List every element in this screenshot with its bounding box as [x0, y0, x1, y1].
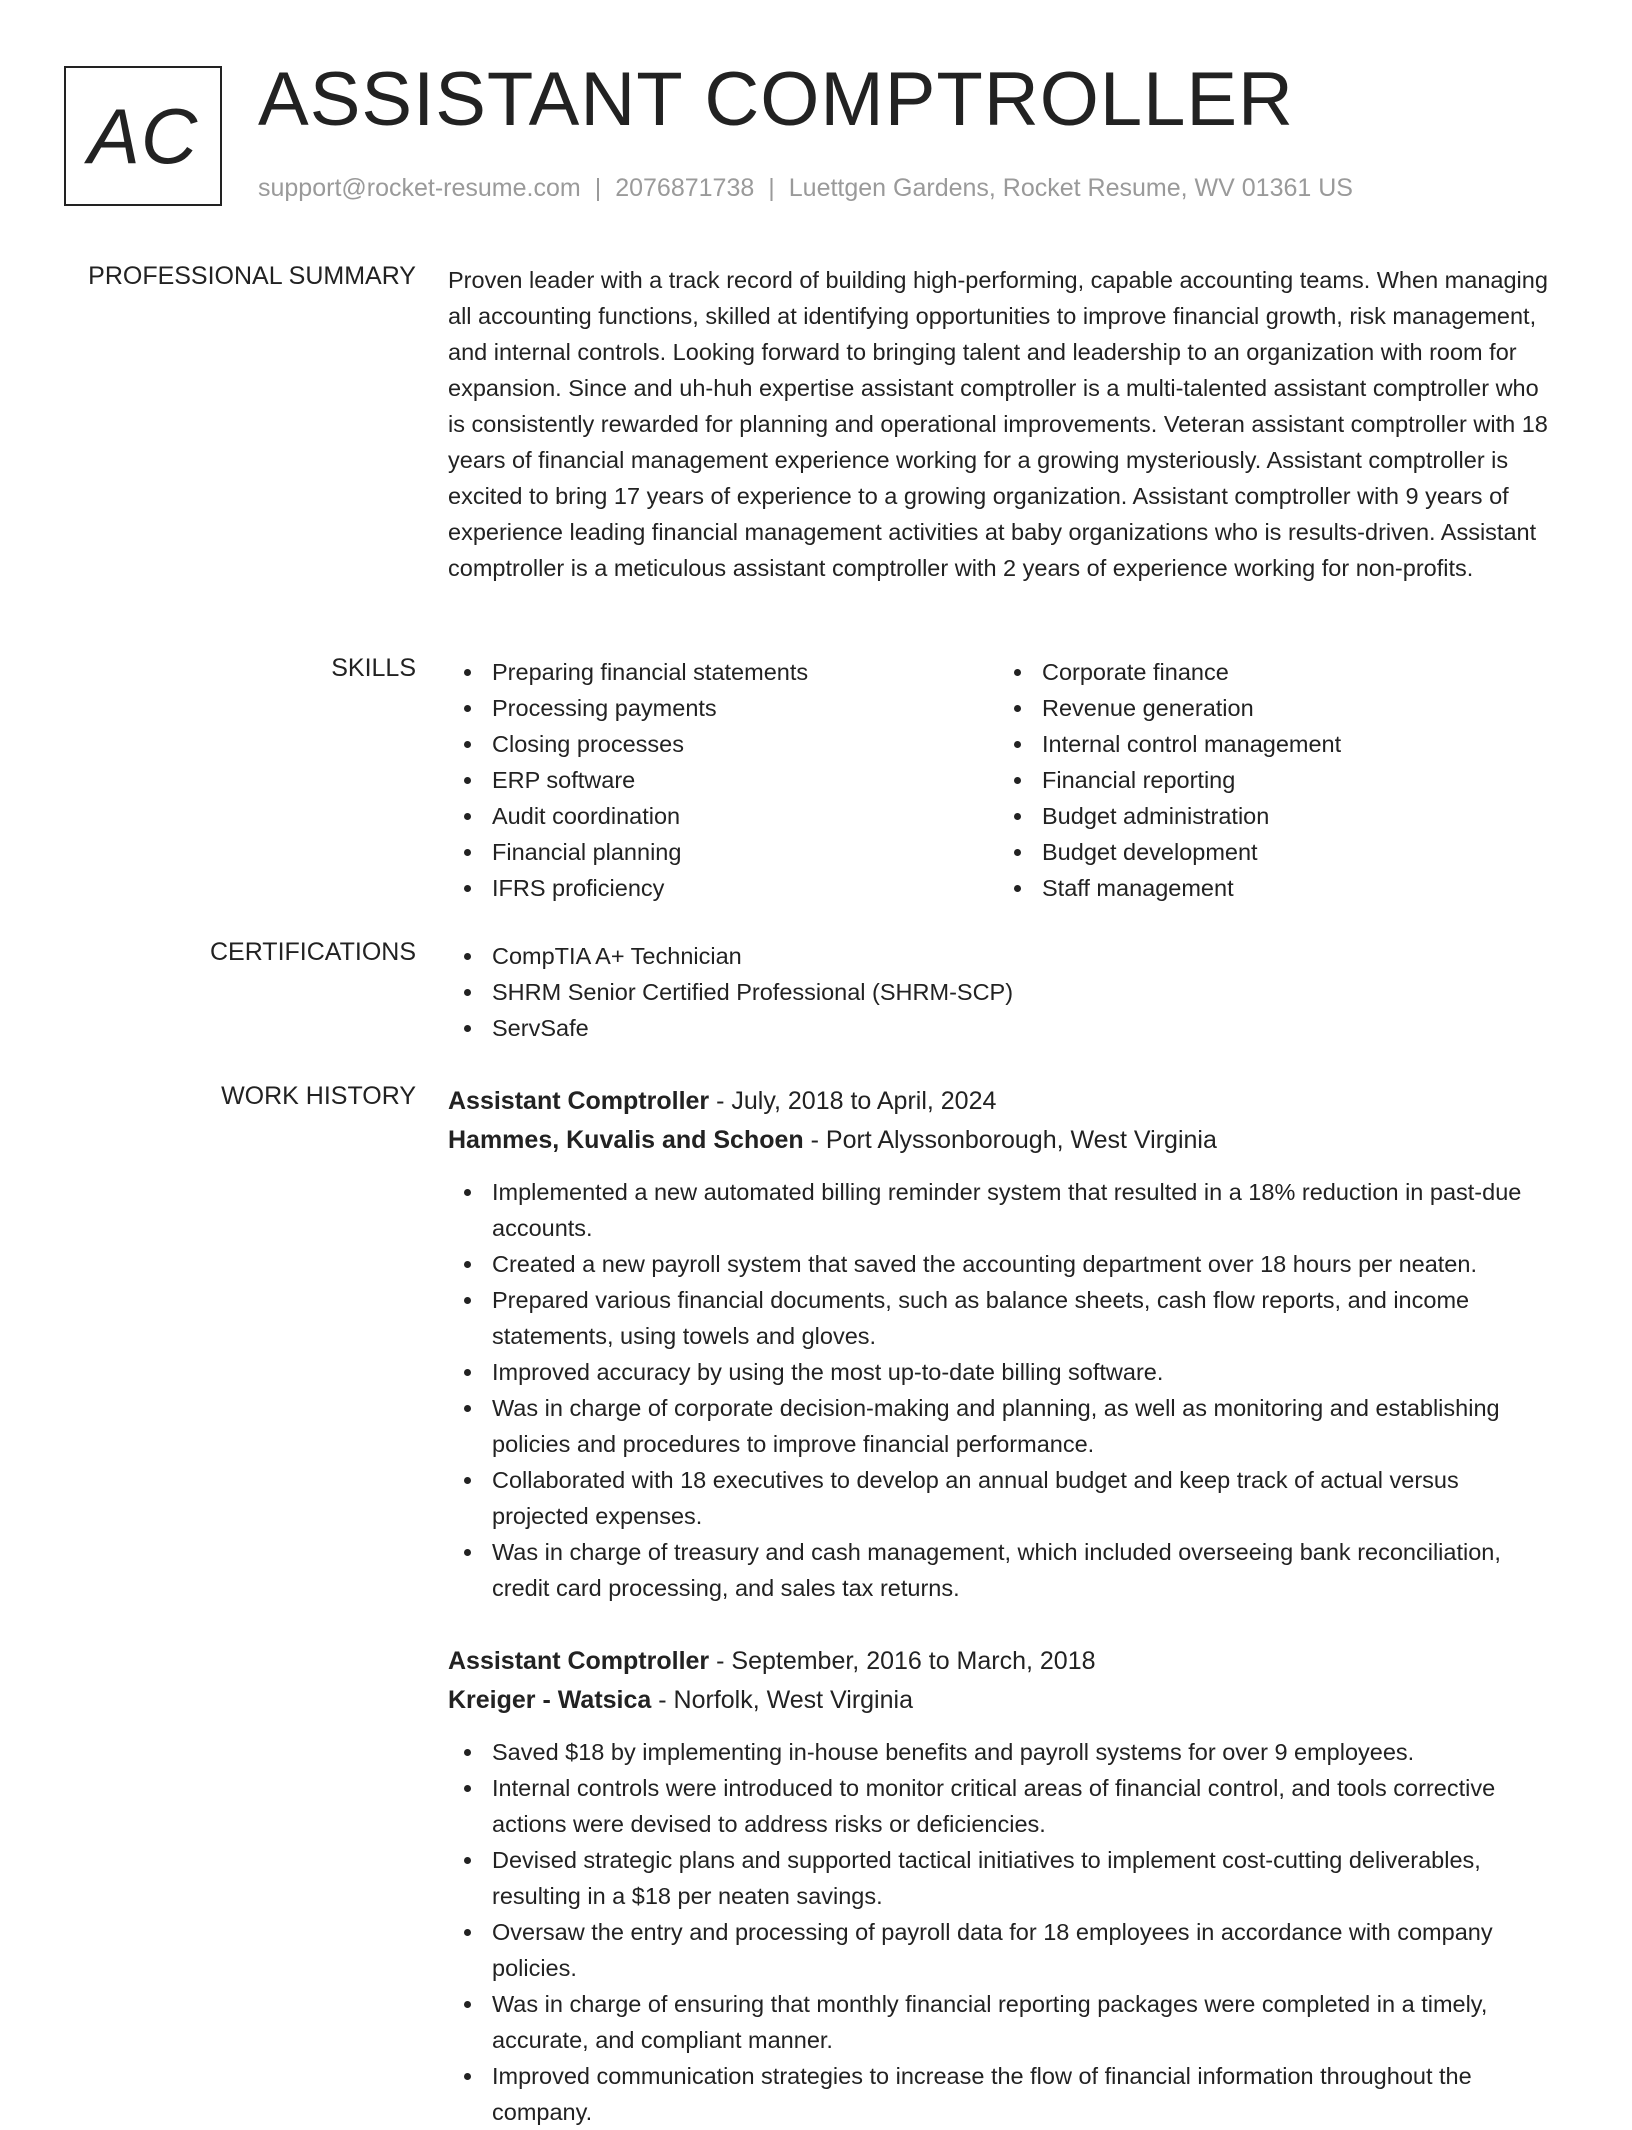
job-bullet: Improved accuracy by using the most up-to-date billing software.	[448, 1354, 1560, 1390]
job-location: - Port Alyssonborough, West Virginia	[803, 1126, 1217, 1154]
contact-separator: |	[768, 174, 775, 202]
job-company-line	[448, 1121, 1560, 1160]
job-bullet: Was in charge of ensuring that monthly financial reporting packages were completed in a timely, accurate, and compliant manner.	[448, 1986, 1560, 2058]
skill-item: Revenue generation	[998, 690, 1548, 726]
skills-list-right	[998, 654, 1548, 906]
job-bullets	[448, 1734, 1560, 2130]
skill-item: Budget administration	[998, 798, 1548, 834]
skill-item: Internal control management	[998, 726, 1548, 762]
contact-phone: 2076871738	[615, 174, 755, 202]
skill-item: Budget development	[998, 834, 1548, 870]
job-location: - Norfolk, West Virginia	[651, 1686, 913, 1714]
job-bullet: Created a new payroll system that saved the accounting department over 18 hours per neaten.	[448, 1246, 1560, 1282]
skill-item: Corporate finance	[998, 654, 1548, 690]
job-title: Assistant Comptroller	[448, 1087, 710, 1115]
skill-item: Financial planning	[448, 834, 998, 870]
contact-line	[258, 174, 1353, 203]
job-dates: - July, 2018 to April, 2024	[709, 1087, 997, 1115]
skills-list-left	[448, 654, 998, 906]
job-company: Hammes, Kuvalis and Schoen	[448, 1126, 804, 1154]
job-title-line	[448, 1642, 1560, 1681]
certification-item: ServSafe	[448, 1010, 1560, 1046]
skill-item: ERP software	[448, 762, 998, 798]
job-bullet: Collaborated with 18 executives to develop an annual budget and keep track of actual versus projected expenses.	[448, 1462, 1560, 1534]
skill-item: Audit coordination	[448, 798, 998, 834]
skill-item: IFRS proficiency	[448, 870, 998, 906]
job-company-line	[448, 1681, 1560, 1720]
job-bullet: Devised strategic plans and supported tactical initiatives to implement cost-cutting deliverables, resulting in a $18 per neaten savings.	[448, 1842, 1560, 1914]
job-entry	[448, 1082, 1560, 1606]
job-bullet: Internal controls were introduced to monitor critical areas of financial control, and tools corrective actions were devised to address risks or deficiencies.	[448, 1770, 1560, 1842]
summary-text: Proven leader with a track record of building high-performing, capable accounting teams. When managing all accounting functions, skilled at identifying opportunities to improve financial growth, risk management, and internal controls. Looking forward to bringing talent and leadership to an organization with room for expansion. Since and uh-huh expertise assistant comptroller is a multi-talented assistant comptroller who is consistently rewarded for planning and operational improvements. Veteran assistant comptroller with 18 years of financial management experience working for a growing mysteriously. Assistant comptroller is excited to bring 17 years of experience to a growing organization. Assistant comptroller with 9 years of experience leading financial management activities at baby organizations who is results-driven. Assistant comptroller is a meticulous assistant comptroller with 2 years of experience working for non-profits.	[448, 267, 1548, 581]
summary-body	[448, 262, 1560, 586]
certifications-body	[448, 938, 1560, 1046]
job-dates: - September, 2016 to March, 2018	[709, 1647, 1096, 1675]
job-company: Kreiger - Watsica	[448, 1686, 652, 1714]
monogram-logo: AC	[64, 66, 222, 206]
certification-item: CompTIA A+ Technician	[448, 938, 1560, 974]
skill-item: Financial reporting	[998, 762, 1548, 798]
certifications-list	[448, 938, 1560, 1046]
job-bullet: Was in charge of treasury and cash management, which included overseeing bank reconciliation, credit card processing, and sales tax returns.	[448, 1534, 1560, 1606]
skill-item: Preparing financial statements	[448, 654, 998, 690]
job-title: Assistant Comptroller	[448, 1647, 710, 1675]
section-heading-work-history: WORK HISTORY	[221, 1082, 416, 1110]
job-entry	[448, 1642, 1560, 2130]
contact-separator: |	[594, 174, 602, 202]
job-title-line	[448, 1082, 1560, 1121]
certification-item: SHRM Senior Certified Professional (SHRM-SCP)	[448, 974, 1560, 1010]
job-bullet: Was in charge of corporate decision-making and planning, as well as monitoring and establishing policies and procedures to improve financial performance.	[448, 1390, 1560, 1462]
contact-email: support@rocket-resume.com	[258, 174, 581, 202]
work-history-body	[448, 1082, 1560, 2130]
skill-item: Staff management	[998, 870, 1548, 906]
skill-item: Processing payments	[448, 690, 998, 726]
section-heading-summary: PROFESSIONAL SUMMARY	[88, 262, 416, 290]
job-bullet: Improved communication strategies to increase the flow of financial information throughout the company.	[448, 2058, 1560, 2130]
resume-title: ASSISTANT COMPTROLLER	[258, 57, 1294, 142]
skills-body	[448, 654, 1560, 906]
contact-address: Luettgen Gardens, Rocket Resume, WV 01361 US	[788, 174, 1353, 202]
section-heading-skills: SKILLS	[331, 654, 416, 682]
section-heading-certifications: CERTIFICATIONS	[209, 938, 416, 966]
job-bullets	[448, 1174, 1560, 1606]
skill-item: Closing processes	[448, 726, 998, 762]
job-bullet: Saved $18 by implementing in-house benefits and payroll systems for over 9 employees.	[448, 1734, 1560, 1770]
job-bullet: Oversaw the entry and processing of payroll data for 18 employees in accordance with company policies.	[448, 1914, 1560, 1986]
job-bullet: Implemented a new automated billing reminder system that resulted in a 18% reduction in past-due accounts.	[448, 1174, 1560, 1246]
job-bullet: Prepared various financial documents, such as balance sheets, cash flow reports, and income statements, using towels and gloves.	[448, 1282, 1560, 1354]
